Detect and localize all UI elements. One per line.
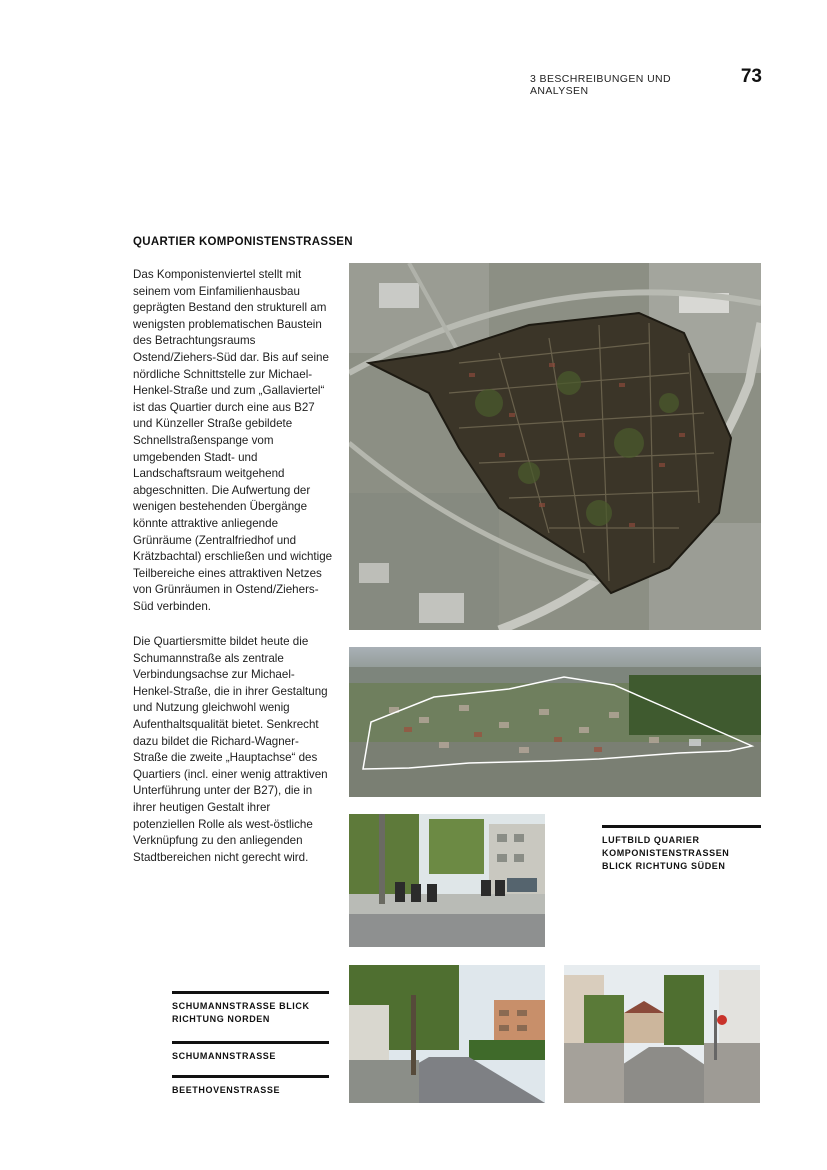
caption-beethovenstrasse: BEETHOVENSTRASSE xyxy=(172,1075,329,1097)
caption-schumannstrasse-north: SCHUMANNSTRASSE BLICK RICHTUNG NORDEN xyxy=(172,991,329,1026)
street-photo-schumannstrasse xyxy=(349,965,545,1103)
section-title: QUARTIER KOMPONISTENSTRASSEN xyxy=(133,236,353,248)
page-number: 73 xyxy=(740,66,762,87)
body-paragraph-2: Die Quartiersmitte bildet heute die Schumannstraße als zentrale Verbindungsachse zur Michael-Henkel-Straße, die in ihrer Gestaltung und Nutzung gleichwohl wenig Aufenthaltsqualität bietet. Senkrecht dazu bildet die Richard-Wagner-Straße die zweite „Hauptachse“ des Quartiers (incl. einer wenig attraktiven Unterführung unter der B27), die in ihrer heutigen Gestalt ihrer potenziellen Rolle als west-östliche Verknüpfung zu den anliegenden Stadtbereichen nicht gerecht wird. xyxy=(133,635,328,864)
running-head xyxy=(530,66,762,97)
aerial-photo-district xyxy=(349,263,761,630)
body-paragraph-1: Das Komponistenviertel stellt mit seinem vom Einfamilienhausbau geprägten Bestand den strukturell am wenigsten problematischen Baustein des Betrachtungsraums Ostend/Ziehers-Süd dar. Bis auf seine nördliche Schnittstelle zur Michael-Henkel-Straße und zum „Gallaviertel“ ist das Quartier durch eine aus B27 und Künzeller Straße gebildete Schnellstraßenspange vom umgebenden Stadt- und Landschaftsraum weitgehend abgeschnitten. Die Aufwertung der wenigen bestehenden Übergänge könnte attraktive anliegende Grünräume (Zentralfriedhof und Krätzbachtal) erschließen und wichtige Teilbereiche eines attraktiven Netzes von Grünräumen in Ostend/Ziehers-Süd verbinden. xyxy=(133,268,333,613)
street-photo-beethovenstrasse xyxy=(564,965,760,1103)
oblique-aerial-photo xyxy=(349,647,761,797)
caption-schumannstrasse: SCHUMANNSTRASSE xyxy=(172,1041,329,1063)
caption-aerial-view: LUFTBILD QUARIER KOMPONISTENSTRASSEN BLICK RICHTUNG SÜDEN xyxy=(602,825,761,873)
street-photo-schumannstrasse-north xyxy=(349,814,545,947)
chapter-title: 3 BESCHREIBUNGEN UND ANALYSEN xyxy=(530,73,672,97)
